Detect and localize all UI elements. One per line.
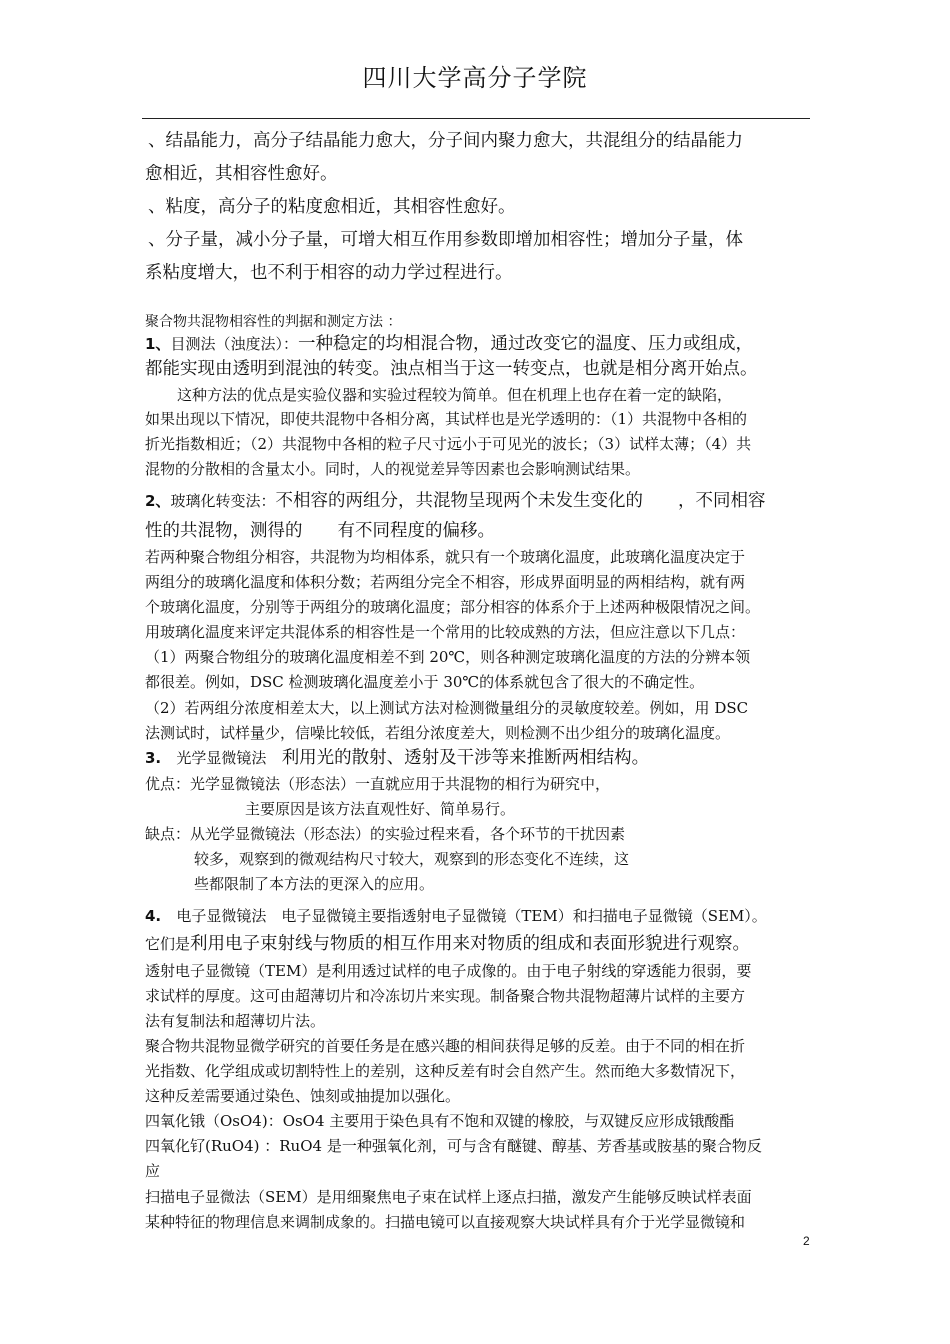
cons-line: 较多，观察到的微观结构尺寸较大，观察到的形态变化不连续，这 [194,850,630,868]
text-line: 四氧化钌(RuO4) ：RuO4 是一种强氧化剂，可与含有醚键、醇基、芳香基或胺基的聚合物反 [145,1137,762,1155]
method-title: 玻璃化转变法： [170,492,276,510]
method-3-line [145,744,649,769]
pros-line: 优点：光学显微镜法（形态法）一直就应用于共混物的相行为研究中， [145,775,611,793]
method-desc: 一种稳定的均相混合物，通过改变它的温度、压力或组成， [297,334,753,354]
section-heading: 聚合物共混物相容性的判据和测定方法 ： [145,314,402,330]
pros-line: 主要原因是该方法直观性好、简单易行。 [245,800,516,818]
text-line: 混物的分散相的含量太小。同时，人的视觉差异等因素也会影响测试结果。 [145,460,641,478]
text-line: 聚合物共混物显微学研究的首要任务是在感兴趣的相间获得足够的反差。由于不同的相在折 [145,1037,746,1055]
text-line: 性的共混物，测得的 有不同程度的偏移。 [145,521,495,541]
item-number: 2、 [145,492,171,510]
method-title: 光学显微镜法 [176,749,267,767]
item-number: 1、 [145,335,171,353]
text-line: 求试样的厚度。这可由超薄切片和冷冻切片来实现。制备聚合物共混物超薄片试样的主要方 [145,987,746,1005]
header-rule [142,118,810,119]
text-line: 、粘度，高分子的粘度愈相近，其相容性愈好。 [148,197,516,217]
text-line: 这种方法的优点是实验仪器和实验过程较为简单。但在机理上也存在着一定的缺陷， [177,386,733,404]
item-number: 4. [145,907,162,925]
text-line: （1）两聚合物组分的玻璃化温度相差不到 20℃，则各种测定玻璃化温度的方法的分辨本领 [145,648,751,666]
text-line: 某种特征的物理信息来调制成象的。扫描电镜可以直接观察大块试样具有介于光学显微镜和 [145,1213,746,1231]
method-desc: 不相容的两组分，共混物呈现两个未发生变化的 ，不同相容 [275,491,766,511]
method-1-line [145,330,753,355]
page-header-title: 四川大学高分子学院 [362,64,588,92]
method-desc: 利用光的散射、透射及干涉等来推断两相结构。 [281,748,650,768]
method-title: 目测法（浊度法）： [170,335,298,353]
text-line: 如果出现以下情况，即使共混物中各相分离，其试样也是光学透明的：（1）共混物中各相的 [145,410,748,428]
cons-line: 缺点：从光学显微镜法（形态法）的实验过程来看，各个环节的干扰因素 [145,825,626,843]
text-line: 、结晶能力，高分子结晶能力愈大，分子间内聚力愈大，共混组分的结晶能力 [148,131,743,151]
text-line: 法测试时，试样量少，信噪比较低，若组分浓度差大，则检测不出少组分的玻璃化温度。 [145,724,731,742]
text-line: 都很差。例如，DSC 检测玻璃化温度差小于 30℃的体系就包含了很大的不确定性。 [145,673,705,691]
text-line: 、分子量，减小分子量，可增大相互作用参数即增加相容性；增加分子量，体 [148,230,743,250]
text-line: 法有复制法和超薄切片法。 [145,1012,326,1030]
text-line: 扫描电子显微法（SEM）是用细聚焦电子束在试样上逐点扫描，激发产生能够反映试样表面 [145,1188,752,1206]
text-line: 光指数、化学组成或切割特性上的差别，这种反差有时会自然产生。然而绝大多数情况下， [145,1062,746,1080]
text-line: 愈相近，其相容性愈好。 [145,164,338,184]
cons-line: 些都限制了本方法的更深入的应用。 [194,875,435,893]
text-line: 应 [145,1162,161,1180]
text-line: 这种反差需要通过染色、蚀刻或抽提加以强化。 [145,1087,461,1105]
text-line: 若两种聚合物组分相容，共混物为均相体系，就只有一个玻璃化温度，此玻璃化温度决定于 [145,548,746,566]
text-line: 系粘度增大，也不利于相容的动力学过程进行。 [145,263,513,283]
text-line: 四氧化锇（OsO4)：OsO4 主要用于染色具有不饱和双键的橡胶，与双键反应形成锇酸酯 [145,1112,735,1130]
text-line: 两组分的玻璃化温度和体积分数；若两组分完全不相容，形成界面明显的两相结构，就有两 [145,573,746,591]
text-line: 都能实现由透明到混浊的转变。浊点相当于这一转变点，也就是相分离开始点。 [145,359,758,379]
text-line: 折光指数相近；（2）共混物中各相的粒子尺寸远小于可见光的波长；（3）试样太薄；（4）共 [145,435,752,453]
method-4-line [145,905,767,926]
text-line: （2）若两组分浓度相差太大，以上测试方法对检测微量组分的灵敏度较差。例如，用 DSC [145,699,749,717]
page-number: 2 [803,1234,810,1248]
text-line: 透射电子显微镜（TEM）是利用透过试样的电子成像的。由于电子射线的穿透能力很弱，要 [145,962,752,980]
text-line: 它们是利用电子束射线与物质的相互作用来对物质的组成和表面形貌进行观察。 [145,934,751,954]
method-2-line [145,487,765,512]
method-title: 电子显微镜法 电子显微镜主要指透射电子显微镜（TEM）和扫描电子显微镜（SEM）。 [176,907,767,925]
text-line: 个玻璃化温度，分别等于两组分的玻璃化温度；部分相容的体系介于上述两种极限情况之间。 [145,598,761,616]
text-line: 用玻璃化温度来评定共混体系的相容性是一个常用的比较成熟的方法，但应注意以下几点： [145,623,746,641]
item-number: 3. [145,749,162,767]
